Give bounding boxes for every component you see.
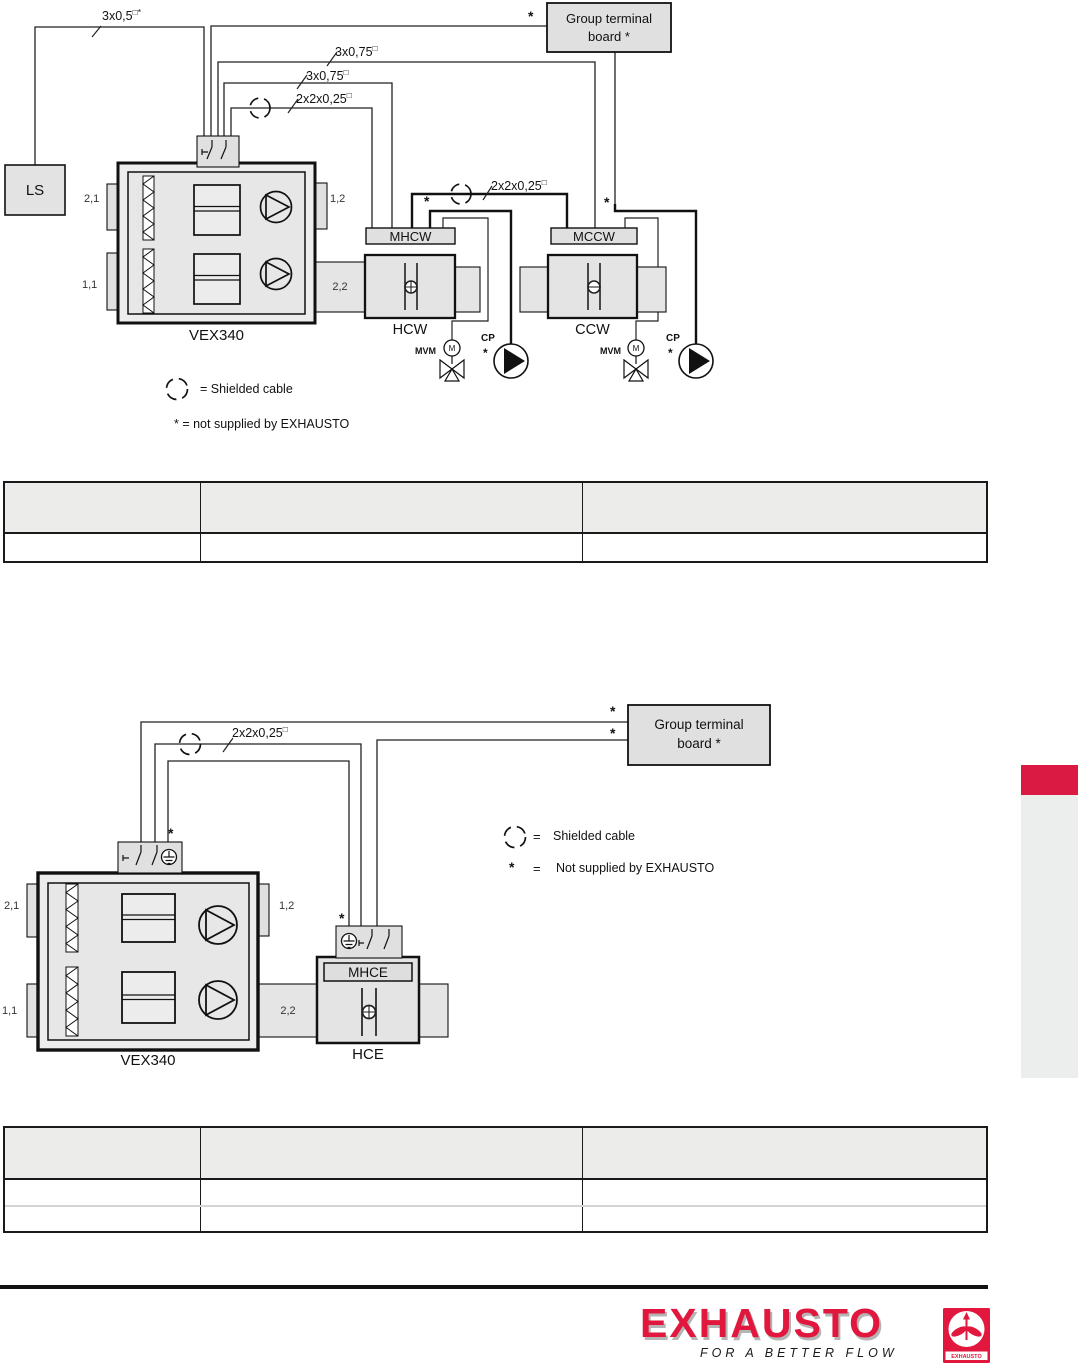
legend-shielded-cable-icon [505, 827, 526, 848]
duct-label-21: 2,1 [84, 193, 100, 205]
duct-label-22: 2,2 [280, 1004, 296, 1017]
ls-label: LS [25, 181, 45, 199]
cable-to-group-board [211, 26, 547, 136]
cable-label-mhcw: 3x0,75□ [306, 67, 349, 83]
mhcw-label: MHCW [389, 228, 432, 244]
table2-header-row [5, 1128, 986, 1180]
table2-row [5, 1180, 986, 1205]
hcw-pump-icon [494, 344, 528, 378]
table2-header-cell [5, 1128, 201, 1178]
legend2-shielded: Shielded cable [553, 829, 636, 843]
label-leaders [223, 738, 233, 752]
star-mhce-ground: * [339, 910, 345, 926]
wiring-diagram-hcw-ccw [0, 0, 1010, 460]
star-hcw-pump: * [424, 193, 430, 209]
duct-label-12: 1,2 [279, 900, 295, 912]
ground-icon [342, 934, 357, 949]
brand-logo-icon [943, 1308, 990, 1363]
legend2-eq1: = [533, 829, 541, 844]
ground-icon [162, 850, 177, 865]
footer-rule [0, 1285, 988, 1289]
cable-label-link: 2x2x0,25□ [491, 177, 547, 193]
board-line2: board * [588, 28, 630, 44]
legend2-eq2: = [533, 861, 541, 876]
duct-stub-21 [107, 184, 118, 230]
legend2-star: Not supplied by EXHAUSTO [556, 861, 715, 875]
legend-shielded-cable-icon [167, 379, 188, 400]
mhce-label: MHCE [348, 964, 388, 980]
hce-label: HCE [352, 1045, 384, 1063]
logo-text: EXHAUSTO [951, 1354, 982, 1360]
legend1-star: * = not supplied by EXHAUSTO [174, 417, 350, 431]
duct-label-22: 2,2 [332, 281, 348, 293]
table2-cell [583, 1207, 986, 1231]
section-tab-red [1021, 765, 1078, 795]
spec-table-1 [3, 481, 988, 563]
table1-header-cell [5, 483, 201, 532]
table2-header-cell [201, 1128, 583, 1178]
ccw-label: CCW [575, 321, 610, 338]
table2-cell [5, 1207, 201, 1231]
hce-duct-right [419, 984, 448, 1037]
duct-label-21: 2,1 [4, 900, 20, 912]
duct-stub-12 [315, 183, 327, 229]
cable-label-signal: 2x2x0,25□ [232, 724, 288, 740]
duct-label-12: 1,2 [330, 193, 346, 205]
cp-label-ccw: CP [666, 333, 680, 344]
mvm-label-ccw: MVM [600, 346, 621, 356]
star-board-b: * [610, 725, 616, 741]
table1-cell [201, 534, 583, 561]
shielded-cable-icons [180, 734, 526, 848]
ccw-duct-right [637, 267, 666, 312]
table2-cell [201, 1180, 583, 1205]
duct-label-11: 1,1 [82, 279, 98, 291]
table1-cell [5, 534, 201, 561]
board-line1: Group terminal [566, 10, 652, 26]
table1-header-cell [583, 483, 986, 532]
star-cp-ccw: * [668, 346, 673, 360]
hcw-label: HCW [392, 321, 428, 338]
board-line2: board * [677, 736, 721, 751]
table2-cell [201, 1207, 583, 1231]
star-board-a: * [610, 703, 616, 719]
group-terminal-board-label [628, 705, 770, 765]
brand-wordmark: EXHAUSTO [640, 1300, 884, 1346]
spec-table-2 [3, 1126, 988, 1233]
vex340-label: VEX340 [188, 327, 245, 344]
cable-label-mccw: 3x0,75□ [335, 43, 378, 59]
star-cp-hcw: * [483, 346, 488, 360]
duct-stub-11 [107, 253, 118, 310]
table1-cell [583, 534, 986, 561]
mccw-label: MCCW [573, 228, 615, 244]
brand-tagline: FOR A BETTER FLOW [700, 1346, 898, 1360]
ccw-pump-icon [679, 344, 713, 378]
star-vex-ground: * [168, 825, 174, 841]
cp-label-hcw: CP [481, 333, 495, 344]
table2-row [5, 1205, 986, 1231]
duct-label-11: 1,1 [2, 1005, 18, 1017]
board-line1: Group terminal [654, 717, 744, 733]
ccw-duct-left [520, 267, 548, 312]
m-label-ccw: M [632, 343, 640, 353]
cable-ls [35, 27, 204, 165]
table1-header-cell [201, 483, 583, 532]
vex340-label: VEX340 [120, 1052, 176, 1069]
m-label-hcw: M [448, 343, 456, 353]
legend1-shielded: = Shielded cable [200, 382, 293, 396]
legend2-star-icon: * [509, 859, 515, 875]
group-terminal-board-label [547, 3, 671, 52]
star-board: * [528, 8, 534, 24]
star-ccw-pump: * [604, 194, 610, 210]
table1-header-row [5, 483, 986, 534]
hcw-duct-right [455, 267, 480, 312]
table2-header-cell [583, 1128, 986, 1178]
cable-label-ls: 3x0,5□* [102, 7, 142, 23]
section-tab-gray [1021, 795, 1078, 1078]
table2-cell [5, 1180, 201, 1205]
cable-label-signal: 2x2x0,25□ [296, 90, 352, 106]
wiring-diagram-hce [0, 695, 1010, 1095]
table2-cell [583, 1180, 986, 1205]
table1-row [5, 534, 986, 561]
mvm-label-hcw: MVM [415, 346, 436, 356]
